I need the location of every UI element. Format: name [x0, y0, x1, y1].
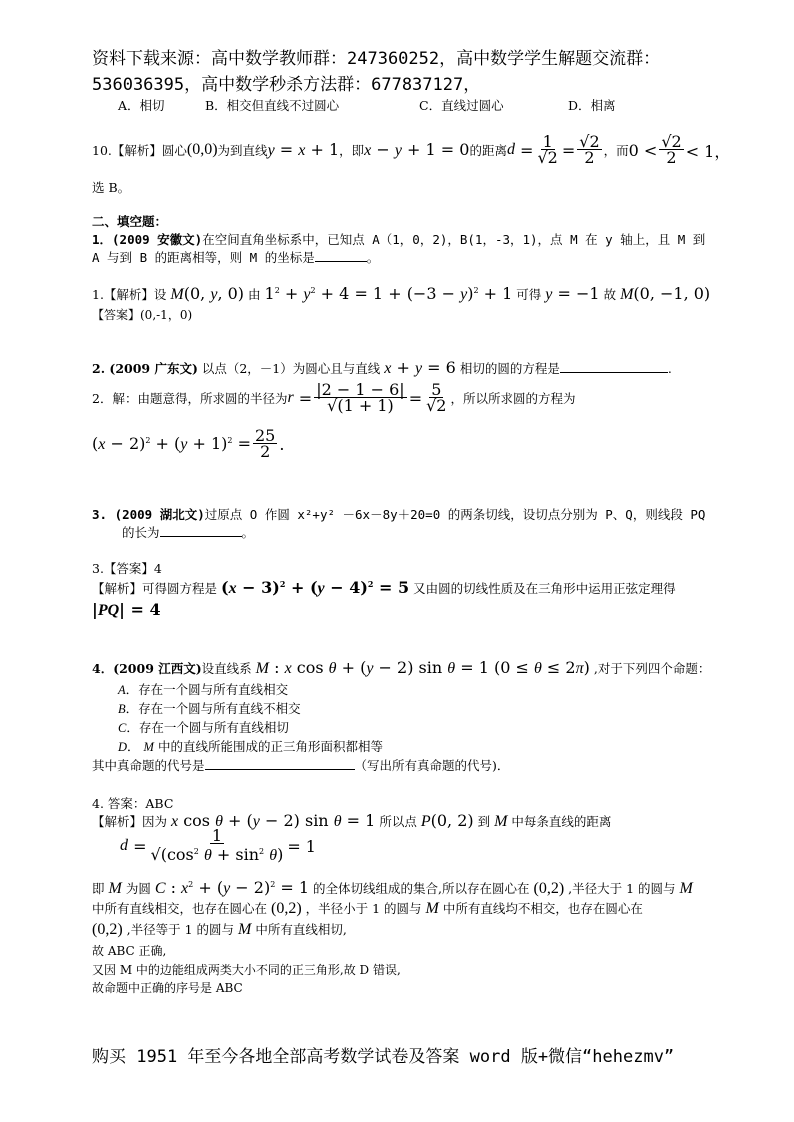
l3b: 中所有直线相切, [255, 922, 347, 937]
math-radius: r = $\frac{|2 - 1 - 6|}{√(1 + 1)}$ = $\frac{5}{√2}$ [287, 380, 447, 415]
p3-solution [92, 578, 676, 598]
q10-t4: ，而 [603, 143, 629, 158]
p4-answer: 4. 答案：ABC [92, 796, 174, 811]
p3-end: 。 [241, 525, 255, 540]
math-line-system: M : x cos θ + (y − 2) sin θ = 1 (0 ≤ θ ≤ 2π) [255, 658, 590, 677]
frac: $\frac{|2 - 1 - 6|}{√(1 + 1)}$ [316, 380, 405, 415]
math-center: (0,2) [92, 921, 123, 938]
p2-source: 2. (2009 广东文) [92, 361, 198, 376]
choice-text: ． [127, 739, 140, 754]
choice-b [118, 699, 301, 717]
l2a: 中所有直线相交，也存在圆心在 [92, 901, 268, 916]
p1-sol-t1: 由 [248, 287, 261, 302]
q10-t1: 为到直线 [217, 143, 268, 158]
p4-sol-line-4: 故 ABC 正确, [92, 944, 167, 958]
header-line-2: 536036395，高中数学秒杀方法群：677837127， [92, 75, 481, 95]
p4-source: 4．(2009 江西文) [92, 661, 202, 676]
math-ineq: 0 < $\frac{√2}{2}$ < 1， [628, 132, 731, 167]
choice-letter: B [118, 702, 126, 716]
q10-solution [92, 134, 730, 166]
p4-sol-a: 【解析】因为 [92, 814, 168, 829]
math-m: M [494, 813, 508, 830]
p1-source: 1．(2009 安徽文) [92, 232, 203, 247]
p2-solution [92, 382, 575, 414]
choice-letter: C [118, 721, 127, 735]
math-center: (0,2) [271, 900, 302, 917]
p4-question-a: 其中真命题的代号是 [92, 758, 205, 773]
choice-tail: 中的直线所能围成的正三角形面积都相等 [157, 739, 383, 754]
frac: $\frac{25}{2}$ [254, 426, 276, 461]
l2b: ，半径小于 1 的圆与 [305, 901, 422, 916]
p4-question-b: （写出所有真命题的代号)． [354, 758, 510, 773]
option-c: C．直线过圆心 [419, 98, 504, 113]
p1-sol-label: 1.【解析】设 [92, 287, 167, 302]
math-m: M [143, 740, 154, 754]
choice-c [118, 718, 289, 736]
frac: $\frac{√2}{2}$ [661, 132, 682, 167]
math-result: y = −1 [545, 284, 600, 303]
option-b: B．相交但直线不过圆心 [205, 98, 340, 113]
choice-letter: D [118, 740, 128, 754]
p4-text-2: ,对于下列四个命题： [593, 661, 711, 676]
l2c: 中所有直线均不相交，也存在圆心在 [442, 901, 643, 916]
math-center: (0,0) [186, 141, 218, 158]
p3-text-1: 过原点 O 作圆 x²+y² －6x－8y＋20=0 的两条切线，设切点分别为 P、Q，则线段 PQ [204, 507, 706, 522]
p4-sol-line-3 [92, 920, 347, 939]
p3-source: 3. (2009 湖北文) [92, 507, 205, 522]
math-distance-formula: d = $\frac{1}{√(\cos^2 \theta + \sin^2 \theta)}$ = 1 [120, 826, 316, 864]
l1c: 的全体切线组成的集合,所以存在圆心在 [313, 881, 530, 896]
choice-d [118, 737, 383, 755]
p2-text-1: 以点（2，－1）为圆心且与直线 [201, 361, 381, 376]
frac: $\frac{1}{√(\cos^2 \theta + \sin^2 \theta)}$ [150, 826, 284, 864]
option-d: D．相离 [568, 98, 616, 113]
answer-blank [315, 249, 367, 262]
section-title: 二、填空题： [92, 214, 168, 229]
q10-conclusion: 选 B。 [92, 180, 131, 195]
p4-sol-line-6: 故命题中正确的序号是 ABC [92, 981, 243, 995]
math-result-point: M(0, −1, 0) [620, 284, 711, 303]
p4-sol-line-5: 又因 M 中的边能组成两类大小不同的正三角形,故 D 错误, [92, 963, 401, 977]
p1-line-2 [92, 248, 379, 266]
p3-sol-a: 【解析】可得圆方程是 [92, 581, 218, 596]
q10-label: 10.【解析】圆心 [92, 143, 187, 158]
l3a: ,半径等于 1 的圆与 [126, 922, 235, 937]
math-line: y = x + 1 [267, 140, 340, 159]
q10-t3: 的距离 [469, 143, 507, 158]
p4-line [92, 658, 710, 678]
p1-sol-t2: 可得 [516, 287, 542, 302]
p4-text-1: 设直线系 [201, 661, 252, 676]
p1-text-2: A 与到 B 的距离相等，则 M 的坐标是 [92, 250, 315, 265]
answer-blank [560, 360, 668, 373]
p4-sol-b: 所以点 [379, 814, 417, 829]
p3-text-2: 的长为 [122, 525, 160, 540]
p4-sol-line-2 [92, 899, 643, 918]
math-circle: $(x - 3)^2 + (y - 4)^2 = 5$ [221, 578, 410, 597]
p1-line-1 [92, 230, 705, 248]
p3-answer: 3.【答案】4 [92, 561, 162, 576]
l1d: ,半径大于 1 的圆与 [568, 881, 676, 896]
frac: $\frac{1}{√2}$ [537, 132, 558, 167]
p3-line-1 [92, 505, 705, 523]
math-m: M [108, 880, 122, 897]
p4-sol-line-1 [92, 878, 693, 898]
math-m: M [238, 921, 252, 938]
l1a: 即 [92, 881, 105, 896]
frac: $\frac{5}{√2}$ [426, 380, 447, 415]
p1-text-1: 在空间直角坐标系中，已知点 A（1，0，2)，B(1，-3，1)，点 M 在 y 轴上，且 M 到 [202, 232, 706, 247]
option-a: A．相切 [118, 98, 165, 113]
p1-solution [92, 284, 710, 304]
p3-sol-b: 又由圆的切线性质及在三角形中运用正弦定理得 [413, 581, 676, 596]
p2-sol-b: ，所以所求圆的方程为 [450, 391, 576, 406]
math-equation: $1^2 + y^2 + 4 = 1 + (-3 - y)^2 + 1$ [264, 284, 513, 303]
p4-sol-d: 中每条直线的距离 [511, 814, 612, 829]
header-line-1: 资料下载来源：高中数学教师群：247360252，高中数学学生解题交流群： [92, 49, 661, 69]
math-point-p: P(0, 2) [420, 811, 474, 830]
l1b: 为圆 [125, 881, 151, 896]
p2-text-2: 相切的圆的方程是 [459, 361, 560, 376]
math-distance: d = $\frac{1}{√2}$ = $\frac{√2}{2}$ [506, 132, 600, 167]
p4-question [92, 756, 509, 774]
frac: $\frac{√2}{2}$ [579, 132, 600, 167]
q10-t2: ，即 [339, 143, 365, 158]
p2-sol-a: 2．解：由题意得，所求圆的半径为 [92, 391, 288, 406]
p2-line [92, 358, 672, 378]
math-center: (0,2) [533, 880, 565, 897]
p1-sol-t3: 故 [603, 287, 617, 302]
math-circle-c: C : $x^2 + (y - 2)^2 = 1$ [154, 878, 310, 897]
math-m: M [679, 880, 693, 897]
footer-note: 购买 1951 年至今各地全部高考数学试卷及答案 word 版+微信“hehezmv” [92, 1047, 675, 1067]
p1-end: 。 [366, 250, 380, 265]
choice-text: ．存在一个圆与所有直线相交 [125, 682, 289, 697]
math-point-m: M(0, y, 0) [170, 284, 245, 303]
math-m: M [425, 900, 439, 917]
answer-blank [205, 757, 355, 770]
math-pq: |PQ| = 4 [92, 600, 161, 619]
answer-blank [160, 524, 242, 537]
choice-letter: A [118, 683, 126, 697]
choice-a [118, 680, 288, 698]
p3-line-2 [122, 523, 254, 541]
math-line-eq: x cos θ + (y − 2) sin θ = 1 [171, 811, 376, 830]
p1-answer: 【答案】(0,-1，0) [92, 308, 193, 322]
choice-text: ．存在一个圆与所有直线相切 [126, 720, 289, 735]
math-line: x + y = 6 [384, 358, 456, 377]
math-line-std: x − y + 1 = 0 [364, 140, 470, 159]
choice-text: ．存在一个圆与所有直线不相交 [125, 701, 301, 716]
p2-end: . [667, 361, 672, 376]
math-circle-equation: $(x - 2)^2 + (y + 1)^2$ = $\frac{25}{2}$ . [92, 426, 285, 461]
p4-sol-c: 到 [477, 814, 491, 829]
